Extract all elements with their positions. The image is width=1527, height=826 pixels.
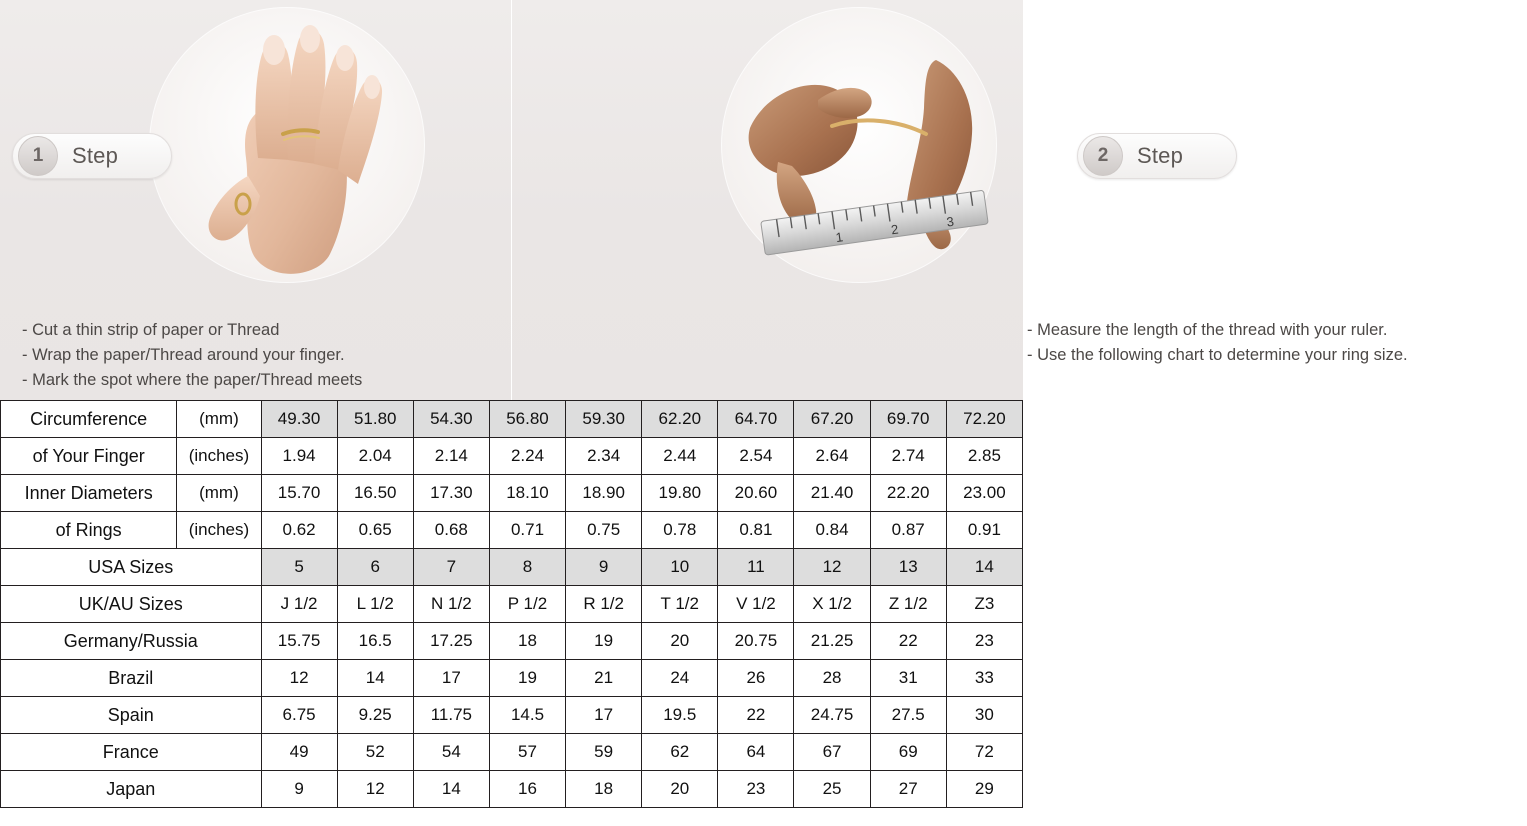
cell: 2.04 [337,438,413,475]
cell: X 1/2 [794,586,870,623]
cell: 6.75 [261,697,337,734]
cell: 1.94 [261,438,337,475]
cell: 54 [413,734,489,771]
cell: 67.20 [794,401,870,438]
row-unit-mm: (mm) [177,401,261,438]
cell: 0.71 [489,512,565,549]
cell: 17.30 [413,475,489,512]
cell: 51.80 [337,401,413,438]
cell: 15.75 [261,623,337,660]
cell: 28 [794,660,870,697]
row-label-japan: Japan [1,771,262,808]
cell: Z 1/2 [870,586,946,623]
row-unit-inches: (inches) [177,438,261,475]
cell: 27 [870,771,946,808]
table-row [1,623,1023,660]
cell: 10 [642,549,718,586]
cell: 2.85 [946,438,1022,475]
table-row [1,512,1023,549]
cell: 17 [413,660,489,697]
cell: 18.90 [566,475,642,512]
row-unit-inches-2: (inches) [177,512,261,549]
cell: 59 [566,734,642,771]
cell: 11 [718,549,794,586]
cell: 54.30 [413,401,489,438]
cell: 0.65 [337,512,413,549]
cell: 26 [718,660,794,697]
cell: 21 [566,660,642,697]
ruler-measuring-illustration [722,8,996,282]
cell: R 1/2 [566,586,642,623]
cell: Z3 [946,586,1022,623]
cell: 18 [566,771,642,808]
ring-size-table-wrapper [0,400,1023,808]
step-2-badge [1077,133,1237,179]
cell: 27.5 [870,697,946,734]
cell: 19.5 [642,697,718,734]
svg-text:2: 2 [890,221,900,238]
cell: 11.75 [413,697,489,734]
cell: 49 [261,734,337,771]
cell: 22.20 [870,475,946,512]
cell: 20 [642,771,718,808]
table-row [1,660,1023,697]
cell: 20 [642,623,718,660]
cell: 2.54 [718,438,794,475]
cell: 2.74 [870,438,946,475]
cell: 67 [794,734,870,771]
step-2-panel [512,0,1408,400]
svg-text:1: 1 [834,229,844,246]
cell: 69.70 [870,401,946,438]
cell: P 1/2 [489,586,565,623]
cell: 30 [946,697,1022,734]
row-label-germany-russia: Germany/Russia [1,623,262,660]
cell: 21.40 [794,475,870,512]
step-1-bullet-1: - Cut a thin strip of paper or Thread [22,321,280,339]
cell: 12 [794,549,870,586]
row-label-spain: Spain [1,697,262,734]
step-2-number: 2 [1083,136,1123,176]
step-1-instructions [22,318,492,393]
cell: 72.20 [946,401,1022,438]
cell: 9.25 [337,697,413,734]
cell: 19.80 [642,475,718,512]
cell: 64.70 [718,401,794,438]
cell: 15.70 [261,475,337,512]
cell: 22 [718,697,794,734]
cell: 17 [566,697,642,734]
cell: 16.50 [337,475,413,512]
step-2-instructions [1027,318,1527,368]
cell: 0.91 [946,512,1022,549]
cell: 9 [261,771,337,808]
hand-measuring-ruler-image [722,8,996,282]
cell: 2.14 [413,438,489,475]
cell: 22 [870,623,946,660]
cell: 16 [489,771,565,808]
row-label-usa-sizes: USA Sizes [1,549,262,586]
cell: 24.75 [794,697,870,734]
cell: 6 [337,549,413,586]
cell: N 1/2 [413,586,489,623]
table-row [1,771,1023,808]
cell: 0.81 [718,512,794,549]
cell: 69 [870,734,946,771]
cell: 72 [946,734,1022,771]
cell: 14.5 [489,697,565,734]
cell: 16.5 [337,623,413,660]
cell: 2.44 [642,438,718,475]
cell: 0.78 [642,512,718,549]
cell: 56.80 [489,401,565,438]
cell: J 1/2 [261,586,337,623]
table-row [1,438,1023,475]
cell: 62.20 [642,401,718,438]
step-2-label: Step [1137,143,1184,168]
step-1-bullet-2: - Wrap the paper/Thread around your finger. [22,346,345,364]
cell: 2.24 [489,438,565,475]
cell: 20.60 [718,475,794,512]
cell: 0.84 [794,512,870,549]
cell: 19 [566,623,642,660]
hand-with-thread-illustration [150,8,424,282]
cell: 23.00 [946,475,1022,512]
cell: 21.25 [794,623,870,660]
cell: 19 [489,660,565,697]
cell: 0.75 [566,512,642,549]
cell: T 1/2 [642,586,718,623]
cell: 52 [337,734,413,771]
cell: 7 [413,549,489,586]
table-row [1,475,1023,512]
step-1-label: Step [72,143,119,168]
cell: 0.87 [870,512,946,549]
step-1-number: 1 [18,136,58,176]
cell: 2.34 [566,438,642,475]
step-1-badge [12,133,172,179]
instruction-section [0,0,1408,400]
cell: 18.10 [489,475,565,512]
cell: 24 [642,660,718,697]
cell: 0.62 [261,512,337,549]
step-2-bullet-1: - Measure the length of the thread with your ruler. [1027,321,1388,339]
cell: 12 [337,771,413,808]
hand-with-thread-image [150,8,424,282]
cell: 14 [337,660,413,697]
cell: 25 [794,771,870,808]
cell: 49.30 [261,401,337,438]
cell: 23 [718,771,794,808]
cell: 13 [870,549,946,586]
table-row [1,401,1023,438]
cell: L 1/2 [337,586,413,623]
row-label-inner-diameters-2: of Rings [1,512,177,549]
cell: 8 [489,549,565,586]
row-label-circumference: Circumference [1,401,177,438]
table-row [1,586,1023,623]
cell: 62 [642,734,718,771]
step-1-panel [0,0,511,400]
cell: 18 [489,623,565,660]
cell: 31 [870,660,946,697]
cell: 57 [489,734,565,771]
row-unit-mm-2: (mm) [177,475,261,512]
step-2-bullet-2: - Use the following chart to determine your ring size. [1027,346,1408,364]
cell: 59.30 [566,401,642,438]
svg-text:3: 3 [945,213,955,230]
cell: 9 [566,549,642,586]
cell: 64 [718,734,794,771]
cell: 0.68 [413,512,489,549]
row-label-uk-au-sizes: UK/AU Sizes [1,586,262,623]
cell: 33 [946,660,1022,697]
cell: V 1/2 [718,586,794,623]
cell: 2.64 [794,438,870,475]
cell: 17.25 [413,623,489,660]
table-row [1,697,1023,734]
row-label-circumference-2: of Your Finger [1,438,177,475]
table-row [1,549,1023,586]
step-1-bullet-3: - Mark the spot where the paper/Thread meets [22,371,363,389]
row-label-inner-diameters: Inner Diameters [1,475,177,512]
ring-size-table [0,400,1023,808]
cell: 14 [413,771,489,808]
cell: 5 [261,549,337,586]
cell: 23 [946,623,1022,660]
cell: 14 [946,549,1022,586]
row-label-france: France [1,734,262,771]
table-row [1,734,1023,771]
row-label-brazil: Brazil [1,660,262,697]
cell: 29 [946,771,1022,808]
cell: 20.75 [718,623,794,660]
cell: 12 [261,660,337,697]
